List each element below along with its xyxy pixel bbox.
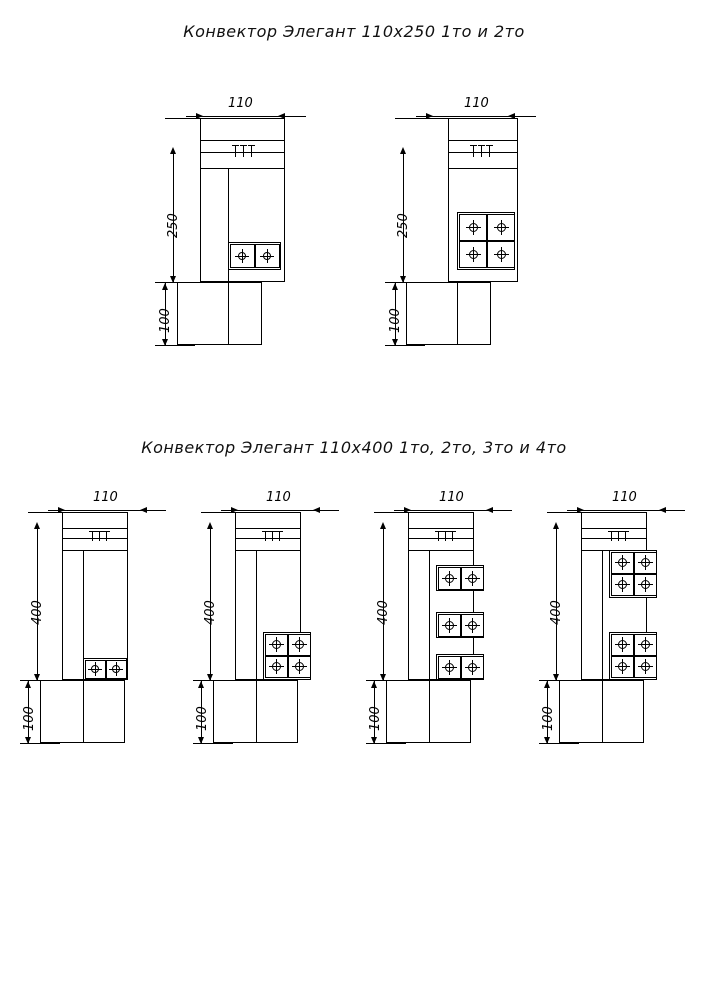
- hx-port-cross: [276, 659, 277, 674]
- grill-line-mid: [448, 152, 518, 153]
- niche-outline: [406, 282, 491, 345]
- height-dim-label: 400: [203, 600, 218, 625]
- depth-dim-arrow-bottom: [544, 737, 550, 744]
- tube-1: [92, 531, 93, 541]
- width-dim-arrow-right: [313, 507, 320, 513]
- depth-dim-arrow-top: [371, 681, 377, 688]
- heat-exchanger-3: [436, 654, 484, 680]
- height-dim-arrow-top: [207, 522, 213, 529]
- hx-port-cross: [501, 247, 502, 262]
- tube-3: [625, 531, 626, 541]
- width-dim-label: 110: [266, 490, 291, 505]
- grill-line-mid: [408, 538, 474, 539]
- hx-port-cross: [267, 249, 268, 263]
- hx-port-cross: [449, 660, 450, 675]
- hx-port-cross: [116, 662, 117, 676]
- heat-exchanger-1: [609, 550, 657, 598]
- tube-cap-2: [96, 531, 103, 532]
- tube-cap-2: [615, 531, 622, 532]
- height-dim-arrow-top: [380, 522, 386, 529]
- width-dim-line: [394, 510, 512, 511]
- hx-port-cross: [276, 637, 277, 652]
- tube-3: [106, 531, 107, 541]
- grill-line-top: [200, 140, 285, 141]
- tube-cap-1: [262, 531, 269, 532]
- tube-3: [251, 145, 252, 157]
- grill-line-bottom: [448, 168, 518, 169]
- height-ext-line-top: [165, 118, 205, 119]
- tube-1: [611, 531, 612, 541]
- height-ext-line-bottom: [155, 345, 195, 346]
- tube-cap-3: [486, 145, 493, 146]
- hx-port-cross: [449, 571, 450, 586]
- height-dim-label: 400: [376, 600, 391, 625]
- width-dim-label: 110: [439, 490, 464, 505]
- tube-cap-1: [608, 531, 615, 532]
- grill-line-mid: [581, 538, 647, 539]
- width-dim-line: [416, 116, 536, 117]
- hx-port-cross: [645, 637, 646, 652]
- depth-dim-arrow-bottom: [162, 339, 168, 346]
- grill-line-top: [448, 140, 518, 141]
- tube-cap-3: [248, 145, 255, 146]
- width-dim-label: 110: [93, 490, 118, 505]
- depth-dim-label: 100: [368, 706, 383, 731]
- niche-divider: [429, 680, 430, 743]
- depth-dim-label: 100: [158, 308, 173, 333]
- hx-port-cross: [472, 571, 473, 586]
- grill-line-bottom: [200, 168, 285, 169]
- heat-exchanger-2: [263, 632, 311, 680]
- niche-divider: [602, 680, 603, 743]
- hx-port-cross: [622, 577, 623, 592]
- body-inner-divider: [256, 550, 257, 680]
- tube-cap-3: [449, 531, 456, 532]
- width-dim-arrow-right: [140, 507, 147, 513]
- niche-divider: [83, 680, 84, 743]
- width-dim-line: [567, 510, 685, 511]
- width-dim-label: 110: [464, 96, 489, 111]
- tube-3: [489, 145, 490, 157]
- depth-dim-label: 100: [388, 308, 403, 333]
- width-dim-line: [186, 116, 306, 117]
- tube-1: [235, 145, 236, 157]
- hx-port-cross: [299, 659, 300, 674]
- height-dim-label: 400: [549, 600, 564, 625]
- page-title-2: Конвектор Элегант 110х400 1то, 2то, 3то и 4то: [141, 438, 567, 457]
- grill-line-top: [408, 528, 474, 529]
- height-dim-arrow-top: [400, 147, 406, 154]
- heat-exchanger-1: [228, 242, 281, 270]
- tube-cap-1: [89, 531, 96, 532]
- body-inner-divider: [602, 550, 603, 680]
- tube-1: [438, 531, 439, 541]
- tube-2: [445, 531, 446, 541]
- hx-port-cross: [473, 247, 474, 262]
- niche-divider: [457, 282, 458, 345]
- height-ext-line-top: [28, 512, 70, 513]
- grill-line-bottom: [62, 550, 128, 551]
- hx-port-cross: [242, 249, 243, 263]
- hx-port-cross: [473, 220, 474, 235]
- heat-exchanger-1: [436, 565, 484, 591]
- hx-port-cross: [622, 659, 623, 674]
- height-ext-line-top: [547, 512, 589, 513]
- height-ext-line-top: [374, 512, 416, 513]
- height-dim-label: 250: [396, 213, 411, 238]
- grill-line-top: [235, 528, 301, 529]
- hx-port-cross: [449, 618, 450, 633]
- tube-cap-2: [442, 531, 449, 532]
- depth-dim-arrow-top: [544, 681, 550, 688]
- tube-2: [99, 531, 100, 541]
- height-dim-label: 400: [30, 600, 45, 625]
- depth-dim-arrow-top: [25, 681, 31, 688]
- depth-dim-arrow-bottom: [392, 339, 398, 346]
- niche-divider: [228, 282, 229, 345]
- body-inner-divider: [429, 550, 430, 680]
- tube-cap-3: [103, 531, 110, 532]
- heat-exchanger-2: [457, 212, 515, 270]
- grill-line-bottom: [408, 550, 474, 551]
- height-dim-arrow-top: [170, 147, 176, 154]
- hx-port-cross: [472, 618, 473, 633]
- hx-port-cross: [645, 659, 646, 674]
- width-dim-label: 110: [612, 490, 637, 505]
- width-dim-arrow-right: [486, 507, 493, 513]
- height-dim-arrow-top: [34, 522, 40, 529]
- grill-line-mid: [235, 538, 301, 539]
- niche-outline: [177, 282, 262, 345]
- depth-dim-arrow-bottom: [371, 737, 377, 744]
- tube-1: [473, 145, 474, 157]
- tube-1: [265, 531, 266, 541]
- depth-dim-label: 100: [541, 706, 556, 731]
- hx-port-cross: [299, 637, 300, 652]
- height-ext-line-top: [395, 118, 455, 119]
- tube-2: [618, 531, 619, 541]
- heat-exchanger-1: [83, 658, 127, 680]
- hx-port-cross: [501, 220, 502, 235]
- tube-2: [243, 145, 244, 157]
- height-dim-label: 250: [166, 213, 181, 238]
- niche-divider: [256, 680, 257, 743]
- heat-exchanger-2: [609, 632, 657, 680]
- width-dim-label: 110: [228, 96, 253, 111]
- height-ext-line-bottom: [385, 345, 425, 346]
- tube-cap-3: [276, 531, 283, 532]
- depth-dim-arrow-top: [198, 681, 204, 688]
- tube-cap-2: [240, 145, 247, 146]
- tube-3: [279, 531, 280, 541]
- depth-dim-arrow-top: [162, 283, 168, 290]
- hx-port-cross: [95, 662, 96, 676]
- tube-cap-3: [622, 531, 629, 532]
- depth-dim-arrow-top: [392, 283, 398, 290]
- hx-port-cross: [645, 577, 646, 592]
- grill-line-bottom: [235, 550, 301, 551]
- tube-cap-1: [470, 145, 477, 146]
- hx-port-cross: [645, 555, 646, 570]
- tube-cap-1: [232, 145, 239, 146]
- heat-exchanger-2: [436, 612, 484, 638]
- tube-2: [481, 145, 482, 157]
- grill-line-top: [62, 528, 128, 529]
- width-dim-line: [221, 510, 339, 511]
- tube-cap-2: [269, 531, 276, 532]
- depth-dim-label: 100: [195, 706, 210, 731]
- tube-2: [272, 531, 273, 541]
- grill-line-top: [581, 528, 647, 529]
- hx-port-cross: [622, 637, 623, 652]
- hx-port-cross: [472, 660, 473, 675]
- width-dim-line: [48, 510, 166, 511]
- page-title-1: Конвектор Элегант 110х250 1то и 2то: [183, 22, 525, 41]
- tube-cap-1: [435, 531, 442, 532]
- width-dim-arrow-right: [659, 507, 666, 513]
- grill-line-mid: [62, 538, 128, 539]
- hx-port-cross: [622, 555, 623, 570]
- depth-dim-arrow-bottom: [25, 737, 31, 744]
- depth-dim-arrow-bottom: [198, 737, 204, 744]
- depth-dim-label: 100: [22, 706, 37, 731]
- height-ext-line-top: [201, 512, 243, 513]
- height-dim-arrow-top: [553, 522, 559, 529]
- tube-cap-2: [478, 145, 485, 146]
- tube-3: [452, 531, 453, 541]
